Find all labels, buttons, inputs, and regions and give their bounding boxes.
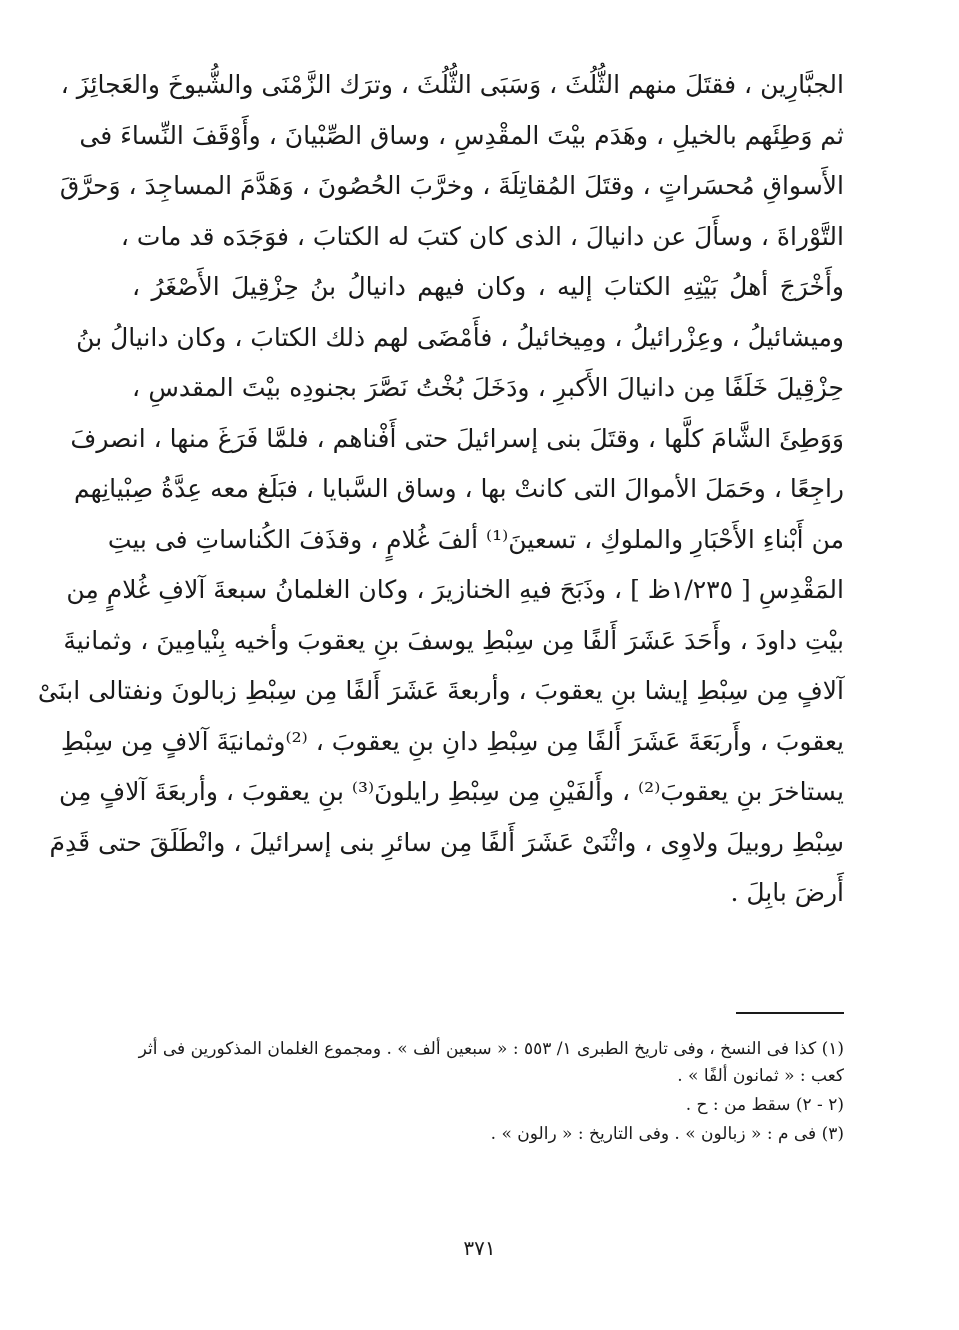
text-line: ثم وَطِئَهم بالخيلِ ، وهَدَم بيْتَ المقْدِسِ ، وساق الصِّبْيانَ ، وأَوْقَفَ النِّساءَ فى [79, 120, 844, 150]
text-line: التَّوْراةَ ، وسأَلَ عن دانيالَ ، الذى كان كتبَ له الكتابَ ، فوَجَدَه قد مات ، [120, 221, 844, 251]
footnote-3: (٣) فى م : « زبالون » . وفى التاريخ : « رالون » . [490, 1124, 844, 1144]
text-line: بيْتِ داودَ ، وأَحَدَ عَشَرَ أَلفًا مِن سِبْطِ يوسفَ بنِ يعقوبَ وأخيه بِنْيامِينَ ، وثمانيةَ [63, 625, 844, 655]
text-line: من أَبْناءِ الأَحْبَارِ والملوكِ ، تسعينَ⁽¹⁾ ألفَ غُلامٍ ، وقذَفَ الكُناساتِ فى بيتِ [107, 524, 844, 554]
footnote-1: (١) كذا فى النسخ ، وفى تاريخ الطبرى ١/ ٥٥٣ : « سبعين ألف » . ومجموع الغلمان المذكورين فى أثر [138, 1039, 844, 1059]
text-line: سِبْطِ روبيلَ ولاوِى ، واثْنَىْ عَشَرَ أَلفًا مِن سائرِ بنى إسرائيلَ ، وانْطَلَقَ حتى قَدِمَ [49, 827, 844, 857]
main-text [37, 60, 844, 919]
footnotes [132, 1038, 844, 1152]
text-line: أَرضَ بابِلَ . [730, 878, 844, 907]
text-line: وأَخْرَجَ أهلُ بَيْتِهِ الكتابَ إليه ، وكان فيهم دانيالُ بنُ حِزْقِيلَ الأَصْغَرُ ، [132, 272, 844, 301]
footnote-1-continued: كعب : « ثمانون ألفًا » . [677, 1066, 844, 1086]
text-line: الأَسواقِ مُحسَراتٍ ، وقتَلَ المُقاتِلَةَ ، وخرَّبَ الحُصُونَ ، وَهَدَّمَ المساجِدَ ، وَحرَّقَ [59, 171, 844, 200]
text-line: راجِعًا ، وحَمَلَ الأموالَ التى كانتْ بها ، وساق السَّبايا ، فبَلَغ معه عِدَّةُ صِبْيانِهم [74, 474, 844, 503]
text-line: يعقوبَ ، وأَربَعَةَ عَشَرَ أَلفًا مِن سِبْطِ دانِ بنِ يعقوبَ ، ⁽²⁾وثمانيَةَ آلافٍ مِن سِبْطِ [60, 726, 844, 756]
text-line: وميشائيلُ ، وعِزْرائيلُ ، ومِيخائيلُ ، فأَمْضَى لهم ذلك الكتابَ ، وكان دانيالُ بنُ [76, 322, 844, 352]
text-line: آلافٍ مِن سِبْطِ إيشا بنِ يعقوبَ ، وأربعةَ عَشَرَ أَلفًا مِن سِبْطِ زبالونَ ونفتالى ابنَىْ [37, 676, 844, 705]
text-line: الجبَّارِين ، فقتَلَ منهم الثُّلُثَ ، وَسَبَى الثُّلُثَ ، وترَك الزَّمْنَى والشُّيوخَ والعَجائِزَ ، [60, 70, 844, 99]
text-line: وَوَطِئَ الشَّامَ كلَّها ، وقتَلَ بنى إسرائيلَ حتى أَفْناهم ، فلمَّا فَرَغَ منها ، انصرفَ [70, 423, 844, 453]
text-line: المَقْدِسِ [ ١/٢٣٥ظ ] ، وذَبَحَ فيهِ الخنازيرَ ، وكان الغلمانُ سبعةَ آلافِ غُلامٍ مِن [66, 575, 844, 604]
footnote-2: (٢ - ٢) سقط من : ح . [685, 1095, 844, 1115]
page-number: ٣٧١ [463, 1236, 496, 1260]
footnote-separator [736, 1012, 844, 1014]
text-line: يستاخرَ بنِ يعقوبَ⁽²⁾ ، وأَلفَيْنِ مِن سِبْطِ رايلونَ⁽³⁾ بنِ يعقوبَ ، وأربعَةَ آلافٍ مِن [58, 777, 844, 806]
text-line: حِزْقِيلَ خَلَفًا مِن دانيالَ الأَكبرِ ، ودَخَلَ بُخْتُ نَصَّرَ بجنودِه بيْتَ المقدسِ ، [132, 373, 844, 402]
